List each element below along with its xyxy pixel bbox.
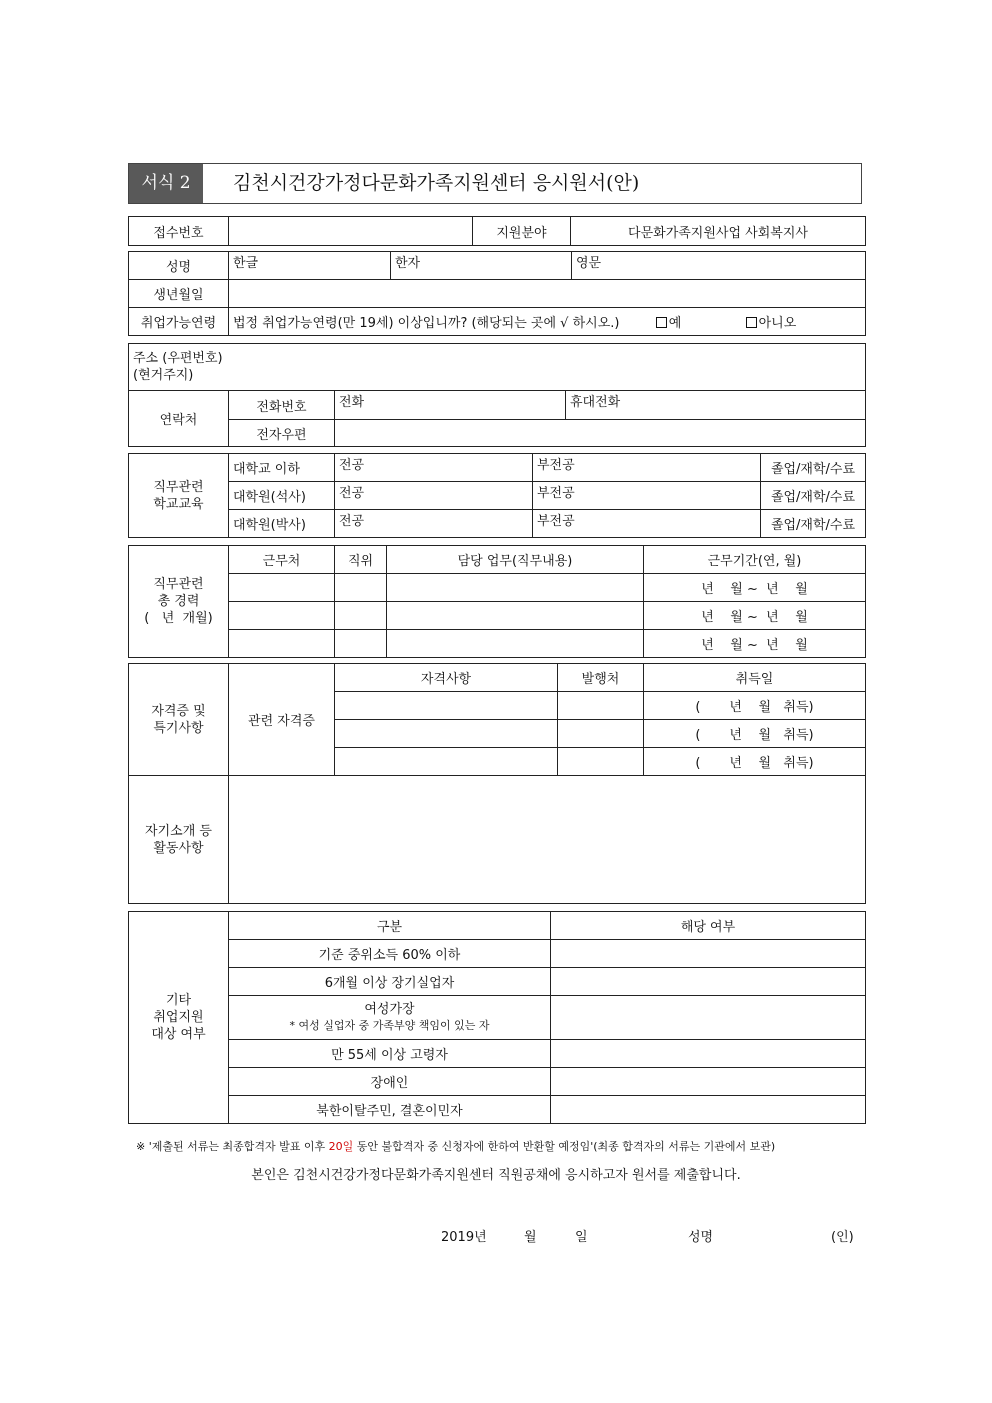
signature-seal: (인)	[831, 1230, 854, 1245]
receipt-number-field[interactable]	[229, 217, 473, 246]
form-number-tag: 서식 2	[129, 164, 203, 203]
yes-checkbox[interactable]	[656, 317, 667, 328]
education-level: 대학원(박사)	[229, 510, 335, 538]
address-label-2: (현거주지)	[133, 368, 194, 383]
major-field[interactable]: 전공	[335, 454, 533, 482]
support-header-applicable: 해당 여부	[551, 912, 866, 940]
license-date-field[interactable]: ( 년 월 취득)	[644, 720, 866, 748]
signature-name-label: 성명	[688, 1230, 714, 1245]
education-label-2: 학교교육	[153, 496, 204, 512]
career-label-3: ( 년 개월)	[144, 611, 213, 626]
career-header-duties: 담당 업무(직무내용)	[387, 546, 644, 574]
license-date-field[interactable]: ( 년 월 취득)	[644, 748, 866, 776]
name-korean-field[interactable]: 한글	[229, 252, 391, 280]
license-date-field[interactable]: ( 년 월 취득)	[644, 692, 866, 720]
contact-table	[128, 343, 866, 447]
support-category: 여성가장	[364, 1001, 415, 1017]
name-english-field[interactable]: 영문	[572, 252, 866, 280]
signature-month: 월	[524, 1230, 537, 1245]
name-label: 성명	[129, 252, 229, 280]
self-introduction-field[interactable]	[229, 776, 866, 904]
career-header-position: 직위	[335, 546, 387, 574]
declaration-text: 본인은 김천시건강가정다문화가족지원센터 직원공채에 응시하고자 원서를 제출합니다.	[251, 1168, 741, 1183]
signature-day: 일	[575, 1230, 588, 1245]
duties-field[interactable]	[387, 602, 644, 630]
name-hanja-field[interactable]: 한자	[391, 252, 572, 280]
major-field[interactable]: 전공	[335, 482, 533, 510]
support-applicable-field[interactable]	[551, 1040, 866, 1068]
document-return-note	[136, 1138, 775, 1154]
workplace-field[interactable]	[229, 630, 335, 658]
education-label-1: 직무관련	[153, 479, 204, 495]
minor-field[interactable]: 부전공	[533, 482, 761, 510]
support-applicable-field[interactable]	[551, 940, 866, 968]
period-field[interactable]: 년 월 ~ 년 월	[644, 630, 866, 658]
support-table	[128, 911, 866, 1124]
intro-label-1: 자기소개 등	[145, 823, 212, 839]
license-name-field[interactable]	[335, 720, 558, 748]
support-category: 장애인	[229, 1068, 551, 1096]
period-field[interactable]: 년 월 ~ 년 월	[644, 574, 866, 602]
mobile-field[interactable]: 휴대전화	[566, 391, 866, 420]
receipt-table	[128, 216, 866, 246]
support-label-3: 대상 여부	[151, 1027, 206, 1042]
no-label: 아니오	[758, 316, 797, 331]
phone-label: 전화번호	[229, 391, 335, 420]
career-label-2: 총 경력	[157, 594, 200, 609]
note-prefix: ※ '제출된 서류는 최종합격자 발표 이후	[136, 1140, 329, 1153]
education-table	[128, 453, 866, 538]
position-field[interactable]	[335, 574, 387, 602]
career-label-1: 직무관련	[153, 577, 204, 592]
email-field[interactable]	[335, 420, 866, 447]
career-header-period: 근무기간(연, 월)	[644, 546, 866, 574]
yes-label: 예	[668, 316, 682, 331]
form-title: 김천시건강가정다문화가족지원센터 응시원서(안)	[233, 172, 640, 194]
graduation-status[interactable]: 졸업/재학/수료	[761, 510, 866, 538]
phone-field[interactable]: 전화	[335, 391, 566, 420]
license-issuer-field[interactable]	[558, 748, 644, 776]
license-name-field[interactable]	[335, 748, 558, 776]
career-table	[128, 545, 866, 658]
license-issuer-field[interactable]	[558, 720, 644, 748]
no-checkbox[interactable]	[746, 317, 757, 328]
support-category: 6개월 이상 장기실업자	[229, 968, 551, 996]
support-applicable-field[interactable]	[551, 1096, 866, 1124]
intro-label-2: 활동사항	[153, 840, 204, 856]
minor-field[interactable]: 부전공	[533, 510, 761, 538]
email-label: 전자우편	[229, 420, 335, 447]
license-header-date: 취득일	[644, 664, 866, 692]
position-field[interactable]	[335, 630, 387, 658]
workplace-field[interactable]	[229, 574, 335, 602]
major-field[interactable]: 전공	[335, 510, 533, 538]
support-category: 기준 중위소득 60% 이하	[229, 940, 551, 968]
support-label-1: 기타	[165, 993, 192, 1008]
license-header-issuer: 발행처	[558, 664, 644, 692]
working-age-label: 취업가능연령	[129, 308, 229, 336]
license-header-name: 자격사항	[335, 664, 558, 692]
signature-year: 2019년	[441, 1230, 487, 1245]
support-applicable-field[interactable]	[551, 1068, 866, 1096]
note-highlight: 20일	[328, 1140, 354, 1153]
support-applicable-field[interactable]	[551, 968, 866, 996]
birth-date-label: 생년월일	[129, 280, 229, 308]
support-label-2: 취업지원	[153, 1010, 204, 1025]
related-license-label: 관련 자격증	[229, 664, 335, 776]
duties-field[interactable]	[387, 574, 644, 602]
support-applicable-field[interactable]	[551, 996, 866, 1040]
license-label-2: 특기사항	[153, 720, 204, 736]
support-category: 만 55세 이상 고령자	[229, 1040, 551, 1068]
license-label-1: 자격증 및	[151, 703, 206, 719]
contact-label: 연락처	[129, 391, 229, 447]
period-field[interactable]: 년 월 ~ 년 월	[644, 602, 866, 630]
note-suffix: 동안 불합격자 중 신청자에 한하여 반환할 예정임'(최종 합격자의 서류는 기관에서 보관)	[353, 1140, 776, 1153]
applied-field-value[interactable]: 다문화가족지원사업 사회복지사	[571, 217, 866, 246]
applied-field-label: 지원분야	[473, 217, 571, 246]
workplace-field[interactable]	[229, 602, 335, 630]
education-level: 대학교 이하	[229, 454, 335, 482]
receipt-number-label: 접수번호	[129, 217, 229, 246]
license-name-field[interactable]	[335, 692, 558, 720]
working-age-question: 법정 취업가능연령(만 19세) 이상입니까? (해당되는 곳에 √ 하시오.)	[233, 316, 620, 331]
education-level: 대학원(석사)	[229, 482, 335, 510]
license-table	[128, 663, 866, 904]
graduation-status[interactable]: 졸업/재학/수료	[761, 454, 866, 482]
support-header-category: 구분	[229, 912, 551, 940]
form-title-box	[128, 163, 862, 204]
personal-table	[128, 251, 866, 336]
duties-field[interactable]	[387, 630, 644, 658]
female-head-note: * 여성 실업자 중 가족부양 책임이 있는 자	[289, 1018, 490, 1032]
license-issuer-field[interactable]	[558, 692, 644, 720]
birth-date-field[interactable]	[229, 280, 866, 308]
career-header-workplace: 근무처	[229, 546, 335, 574]
address-label-1: 주소 (우편번호)	[133, 351, 223, 366]
support-category: 북한이탈주민, 결혼이민자	[229, 1096, 551, 1124]
minor-field[interactable]: 부전공	[533, 454, 761, 482]
position-field[interactable]	[335, 602, 387, 630]
graduation-status[interactable]: 졸업/재학/수료	[761, 482, 866, 510]
